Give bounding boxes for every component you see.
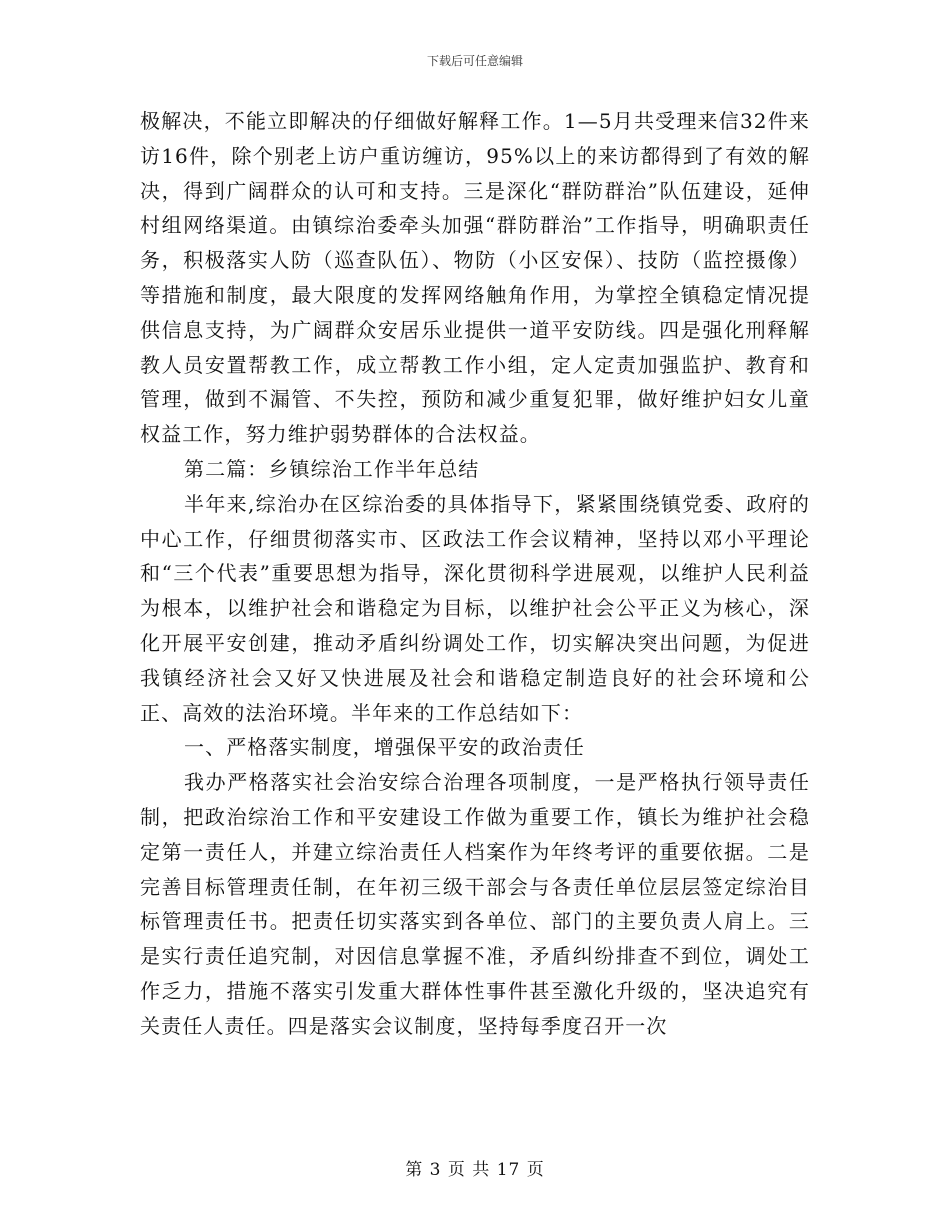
page-header: 下载后可任意编辑 (426, 54, 523, 68)
page-footer: 第 3 页 共 17 页 (405, 1160, 545, 1180)
section-heading-one: 一、严格落实制度，增强保平安的政治责任 (184, 735, 585, 760)
paragraph-intro: 半年来,综治办在区综治委的具体指导下，紧紧围绕镇党委、政府的中心工作，仔细贯彻落实市、区政法工作会议精神，坚持以邓小平理论和“三个代表”重要思想为指导，深化贯彻科学进展观，以维护人民利益为根本，以维护社会和谐稳定为目标，以维护社会公平正义为核心，深化开展平安创建，推动矛盾纠纷调处工作，切实解决突出问题，为促进我镇经济社会又好又快进展及社会和谐稳定制造良好的社会环境和公正、高效的法治环境。半年来的工作总结如下： (140, 491, 810, 725)
paragraph-system: 我办严格落实社会治安综合治理各项制度，一是严格执行领导责任制，把政治综治工作和平安建设工作做为重要工作，镇长为维护社会稳定第一责任人，并建立综治责任人档案作为年终考评的重要依据。二是完善目标管理责任制，在年初三级干部会与各责任单位层层签定综治目标管理责任书。把责任切实落实到各单位、部门的主要负责人肩上。三是实行责任追究制，对因信息掌握不准，矛盾纠纷排查不到位，调处工作乏力，措施不落实引发重大群体性事件甚至激化升级的，坚决追究有关责任人责任。四是落实会议制度，坚持每季度召开一次 (140, 770, 810, 1038)
section-heading-second-article: 第二篇：乡镇综治工作半年总结 (184, 456, 480, 481)
document-body (140, 104, 810, 1044)
paragraph-continuation: 极解决，不能立即解决的仔细做好解释工作。1—5月共受理来信32件来访16件，除个别老上访户重访缠访，95%以上的来访都得到了有效的解决，得到广阔群众的认可和支持。三是深化“群防群治”队伍建设，延伸村组网络渠道。由镇综治委牵头加强“群防群治”工作指导，明确职责任务，积极落实人防（巡查队伍）、物防（小区安保）、技防（监控摄像）等措施和制度，最大限度的发挥网络触角作用，为掌控全镇稳定情况提供信息支持，为广阔群众安居乐业提供一道平安防线。四是强化刑释解教人员安置帮教工作，成立帮教工作小组，定人定责加强监护、教育和管理，做到不漏管、不失控，预防和减少重复犯罪，做好维护妇女儿童权益工作，努力维护弱势群体的合法权益。 (140, 109, 810, 447)
